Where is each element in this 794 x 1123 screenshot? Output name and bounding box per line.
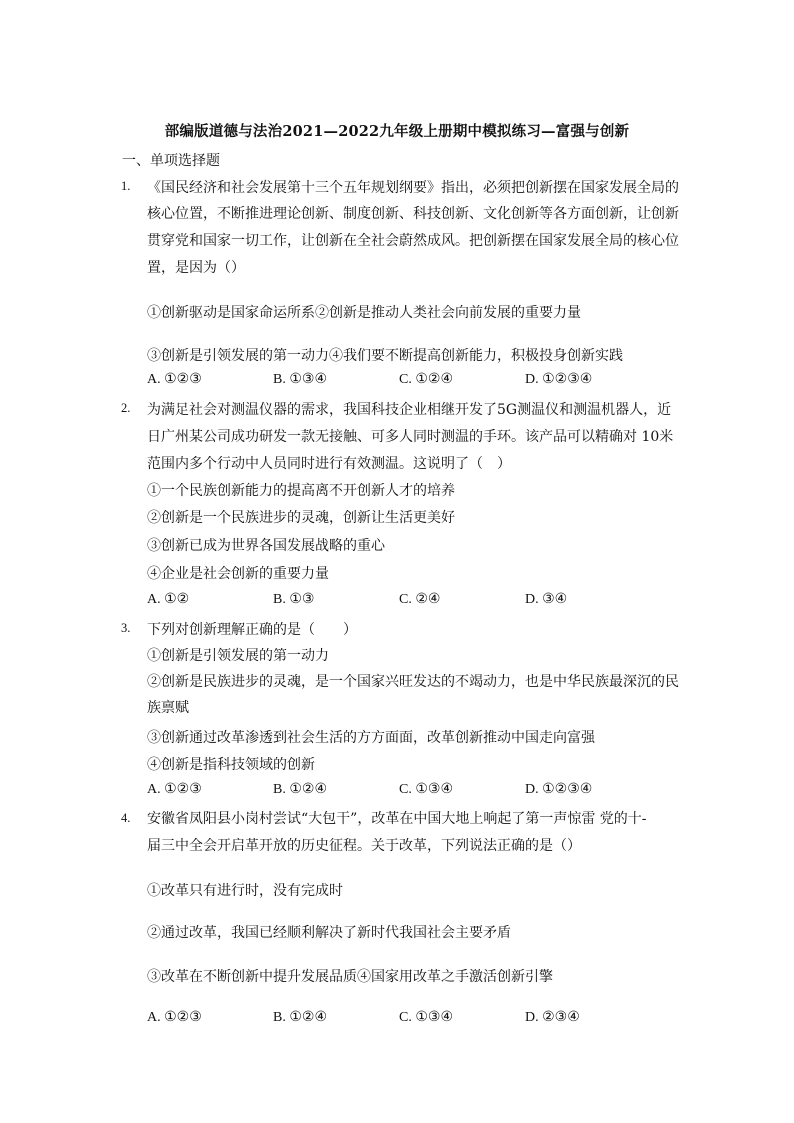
question-stem-line: 核心位置，不断推进理论创新、制度创新、科技创新、文化创新等各方面创新，让创新 (147, 206, 679, 222)
question-stem-line: 置，是因为（） (147, 260, 245, 276)
statement-line: ④创新是指科技领域的创新 (147, 757, 315, 773)
question-number: 2. (121, 401, 131, 415)
option-b: B. ①③④ (273, 372, 327, 387)
option-a: A. ①② (147, 592, 190, 607)
statement-line: 族禀赋 (147, 700, 189, 716)
option-b: B. ①②④ (273, 782, 327, 797)
option-b: B. ①②④ (273, 1010, 327, 1025)
statement-line: ③创新通过改革渗透到社会生活的方方面面，改革创新推动中国走向富强 (147, 730, 595, 746)
section-title: 一、单项选择题 (122, 153, 220, 169)
statement-line: ②创新是一个民族进步的灵魂，创新让生活更美好 (147, 510, 455, 526)
question-stem-line: 范围内多个行动中人员同时进行有效测温。这说明了（ ） (147, 456, 511, 472)
option-c: C. ①③④ (399, 1010, 453, 1025)
statement-line: ①改革只有进行时，没有完成时 (147, 883, 343, 899)
option-d: D. ①②③④ (525, 782, 593, 797)
statement-line: ③创新已成为世界各国发展战略的重心 (147, 538, 385, 554)
option-d: D. ③④ (525, 592, 568, 607)
question-stem-line: 日广州某公司成功研发一款无接触、可多人同时测温的手环。该产品可以精确对 10米 (147, 429, 674, 445)
question-number: 3. (121, 621, 131, 635)
statement-line: ①一个民族创新能力的提高离不开创新人才的培养 (147, 483, 455, 499)
option-c: C. ②④ (399, 592, 441, 607)
statement-line: ②创新是民族进步的灵魂，是一个国家兴旺发达的不竭动力，也是中华民族最深沉的民 (147, 674, 679, 690)
statement-line: ③改革在不断创新中提升发展品质④国家用改革之手激活创新引擎 (147, 969, 553, 985)
option-d: D. ②③④ (525, 1010, 580, 1025)
question-stem-line: 为满足社会对测温仪器的需求，我国科技企业相继开发了5G测温仪和测温机器人，近 (147, 402, 672, 418)
question-stem-line: 届三中全会开启革开放的历史征程。关于改革，下列说法正确的是（） (147, 838, 581, 854)
question-stem-line: 贯穿党和国家一切工作，让创新在全社会蔚然成风。把创新摆在国家发展全局的核心位 (147, 233, 679, 249)
question-number: 1. (121, 179, 131, 193)
option-a: A. ①②③ (147, 1010, 202, 1025)
statement-line: ①创新是引领发展的第一动力 (147, 648, 329, 664)
statement-line: ②通过改革，我国已经顺利解决了新时代我国社会主要矛盾 (147, 925, 511, 941)
question-stem-line: 《国民经济和社会发展第十三个五年规划纲要》指出，必须把创新摆在国家发展全局的 (147, 180, 679, 196)
page-title: 部编版道德与法治2021—2022九年级上册期中模拟练习—富强与创新 (164, 123, 630, 140)
option-d: D. ①②③④ (525, 372, 593, 387)
option-c: C. ①②④ (399, 372, 453, 387)
option-b: B. ①③ (273, 592, 315, 607)
statement-line: ③创新是引领发展的第一动力④我们要不断提高创新能力，积极投身创新实践 (147, 348, 623, 364)
statement-line: ①创新驱动是国家命运所系②创新是推动人类社会向前发展的重要力量 (147, 305, 581, 321)
statement-line: ④企业是社会创新的重要力量 (147, 566, 329, 582)
option-a: A. ①②③ (147, 782, 202, 797)
option-a: A. ①②③ (147, 372, 202, 387)
question-stem-line: 下列对创新理解正确的是（ ） (147, 622, 357, 638)
question-stem-line: 安徽省凤阳县小岗村尝试“大包干”，改革在中国大地上响起了第一声惊雷 党的十- (147, 811, 647, 827)
option-c: C. ①③④ (399, 782, 453, 797)
question-number: 4. (121, 811, 131, 825)
